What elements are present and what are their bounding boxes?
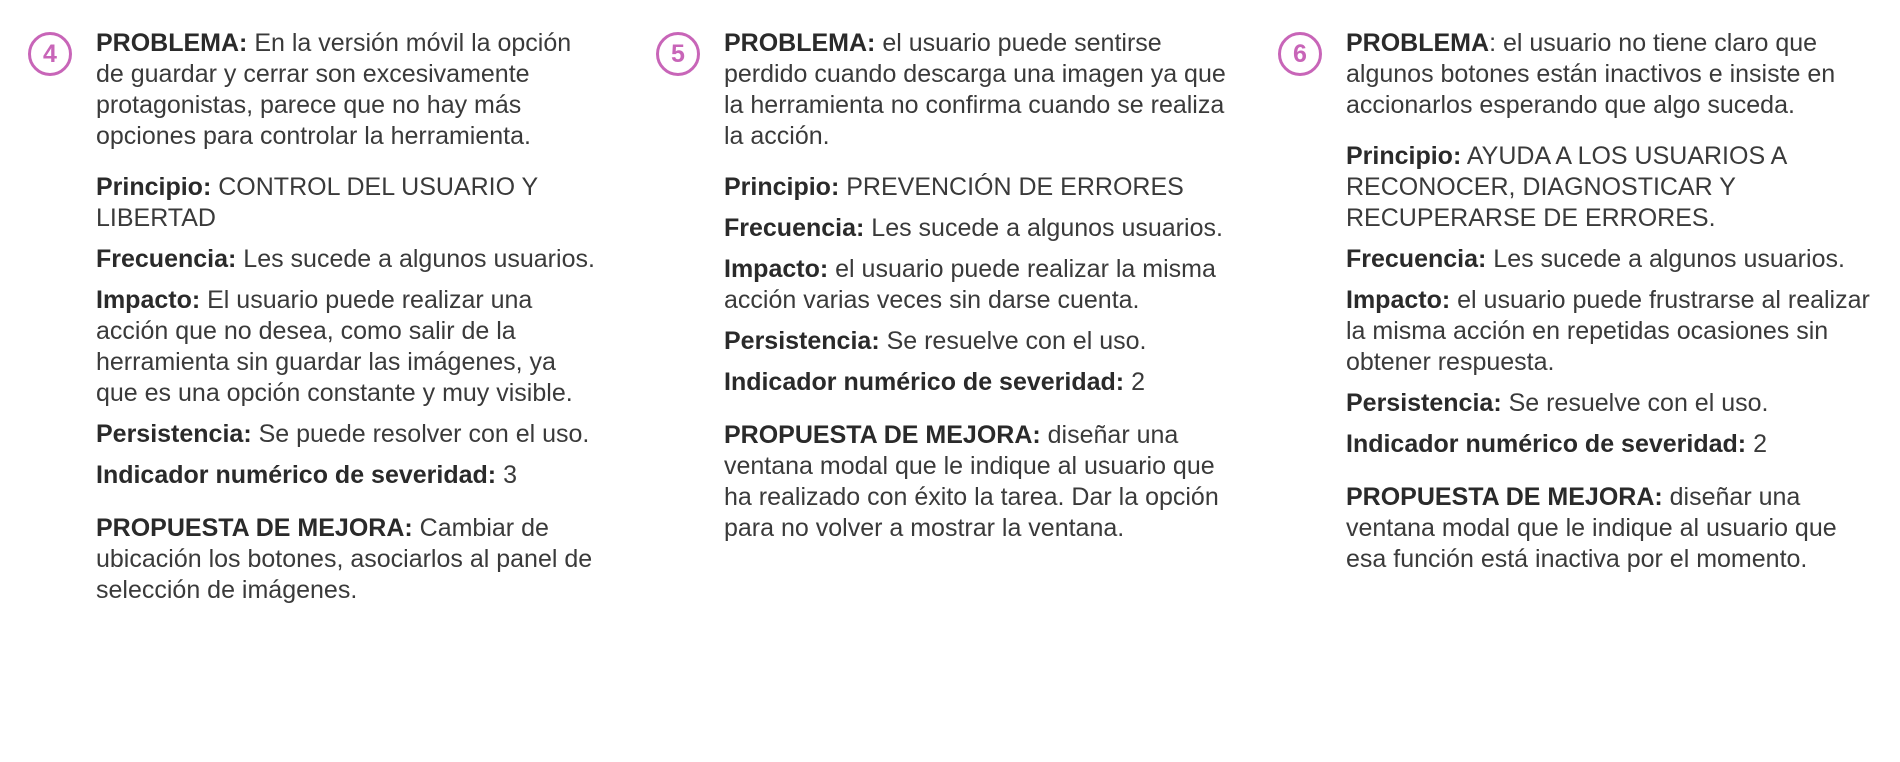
proposal-text: Cambiar de ubicación los botones, asociarlos al panel de selección de imágenes. — [96, 514, 593, 604]
problem-card-6 — [1278, 28, 1878, 585]
persistence-text: Se resuelve con el uso. — [1501, 389, 1769, 417]
severity-value: 2 — [1746, 430, 1767, 458]
frequency-field — [96, 244, 598, 275]
persistence-field — [96, 419, 598, 450]
severity-label: Indicador numérico de severidad: — [724, 368, 1125, 396]
problem-label: PROBLEMA: — [96, 29, 248, 57]
proposal-text: diseñar una ventana modal que le indique al usuario que esa función está inactiva por el momento. — [1346, 483, 1837, 573]
impact-field — [724, 254, 1246, 316]
severity-label: Indicador numérico de severidad: — [96, 461, 497, 489]
persistence-field — [724, 326, 1246, 357]
severity-field — [724, 367, 1246, 398]
principle-label: Principio: — [1346, 142, 1462, 170]
frequency-label: Frecuencia: — [724, 214, 865, 242]
problem-number-badge: 4 — [28, 32, 72, 76]
severity-value: 3 — [496, 461, 517, 489]
impact-text: el usuario puede realizar la misma acción varias veces sin darse cuenta. — [724, 255, 1216, 314]
persistence-field — [1346, 388, 1878, 419]
problem-number-badge: 6 — [1278, 32, 1322, 76]
principle-field — [724, 172, 1246, 203]
impact-label: Impacto: — [96, 286, 201, 314]
severity-value: 2 — [1124, 368, 1145, 396]
problem-card-content — [1346, 28, 1878, 575]
problem-label: PROBLEMA — [1346, 29, 1490, 57]
frequency-label: Frecuencia: — [96, 245, 237, 273]
severity-label: Indicador numérico de severidad: — [1346, 430, 1747, 458]
impact-text: el usuario puede frustrarse al realizar la misma acción en repetidas ocasiones sin obtener respuesta. — [1346, 286, 1870, 376]
severity-field — [1346, 429, 1878, 460]
principle-text: AYUDA A LOS USUARIOS A RECONOCER, DIAGNOSTICAR Y RECUPERARSE DE ERRORES. — [1346, 142, 1786, 232]
problem-text: el usuario puede sentirse perdido cuando descarga una imagen ya que la herramienta no confirma cuando se realiza la acción. — [724, 29, 1226, 150]
persistence-label: Persistencia: — [1346, 389, 1502, 417]
principle-field — [1346, 141, 1878, 234]
problem-statement — [724, 28, 1246, 152]
principle-label: Principio: — [724, 173, 840, 201]
frequency-field — [724, 213, 1246, 244]
frequency-text: Les sucede a algunos usuarios. — [1486, 245, 1845, 273]
problem-card-4 — [28, 28, 598, 616]
frequency-field — [1346, 244, 1878, 275]
frequency-label: Frecuencia: — [1346, 245, 1487, 273]
persistence-text: Se puede resolver con el uso. — [251, 420, 590, 448]
persistence-label: Persistencia: — [96, 420, 252, 448]
problem-statement — [96, 28, 598, 152]
problem-number-badge: 5 — [656, 32, 700, 76]
proposal-field — [724, 420, 1246, 544]
proposal-label: PROPUESTA DE MEJORA: — [96, 514, 413, 542]
problem-statement — [1346, 28, 1878, 121]
principle-text: PREVENCIÓN DE ERRORES — [839, 173, 1184, 201]
problem-card-content — [724, 28, 1246, 544]
severity-field — [96, 460, 598, 491]
principle-label: Principio: — [96, 173, 212, 201]
impact-label: Impacto: — [724, 255, 829, 283]
frequency-text: Les sucede a algunos usuarios. — [864, 214, 1223, 242]
frequency-text: Les sucede a algunos usuarios. — [236, 245, 595, 273]
persistence-label: Persistencia: — [724, 327, 880, 355]
problem-text: En la versión móvil la opción de guardar y cerrar son excesivamente protagonistas, parece que no hay más opciones para controlar la herramienta. — [96, 29, 572, 150]
principle-field — [96, 172, 598, 234]
problem-card-content — [96, 28, 598, 606]
persistence-text: Se resuelve con el uso. — [879, 327, 1147, 355]
problem-text: : el usuario no tiene claro que algunos botones están inactivos e insiste en accionarlos esperando que algo suceda. — [1346, 29, 1836, 119]
problem-label: PROBLEMA: — [724, 29, 876, 57]
impact-field — [1346, 285, 1878, 378]
proposal-field — [1346, 482, 1878, 575]
proposal-field — [96, 513, 598, 606]
impact-field — [96, 285, 598, 409]
impact-text: El usuario puede realizar una acción que no desea, como salir de la herramienta sin guardar las imágenes, ya que es una opción constante y muy visible. — [96, 286, 573, 407]
proposal-label: PROPUESTA DE MEJORA: — [724, 421, 1041, 449]
problem-card-5 — [656, 28, 1246, 554]
principle-text: CONTROL DEL USUARIO Y LIBERTAD — [96, 173, 538, 232]
proposal-label: PROPUESTA DE MEJORA: — [1346, 483, 1663, 511]
impact-label: Impacto: — [1346, 286, 1451, 314]
proposal-text: diseñar una ventana modal que le indique al usuario que ha realizado con éxito la tarea. Dar la opción para no volver a mostrar la ventana. — [724, 421, 1219, 542]
